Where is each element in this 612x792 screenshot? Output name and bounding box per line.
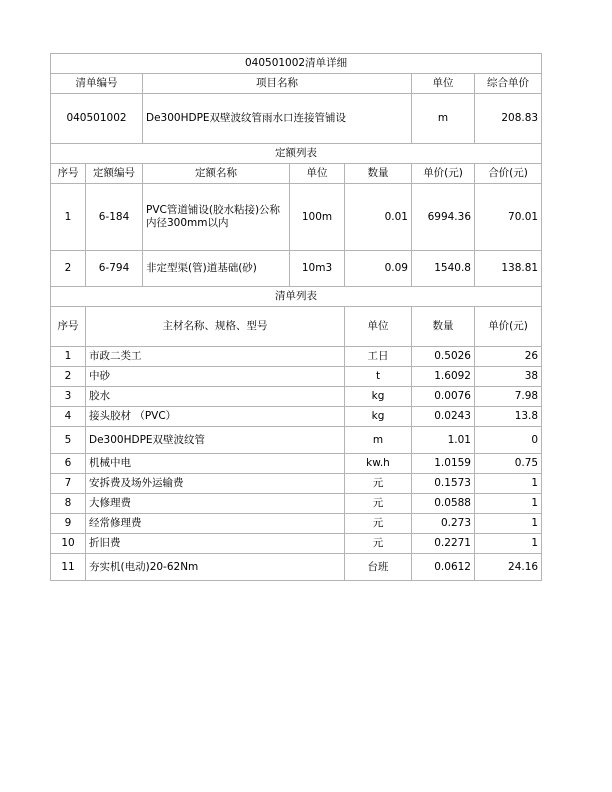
quota-unit: 10m3 [290,251,345,287]
material-section-row [51,287,542,307]
material-name: 胶水 [86,387,345,407]
material-row [51,387,542,407]
quota-qty: 0.01 [345,184,412,251]
material-qty: 0.273 [412,514,475,534]
item-unit-header: 单位 [412,74,475,94]
quota-qty: 0.09 [345,251,412,287]
material-name: 机械中电 [86,454,345,474]
item-name: De300HDPE双壁波纹管雨水口连接管铺设 [143,94,412,144]
material-qty: 1.01 [412,427,475,454]
material-qty: 0.0588 [412,494,475,514]
item-code: 040501002 [51,94,143,144]
material-qty: 0.5026 [412,347,475,367]
material-unit: 元 [345,534,412,554]
quota-name: 非定型渠(管)道基础(砂) [143,251,290,287]
material-row [51,407,542,427]
quota-seq: 1 [51,184,86,251]
quota-qty-header: 数量 [345,164,412,184]
item-code-header: 清单编号 [51,74,143,94]
material-seq: 8 [51,494,86,514]
quota-header-row [51,164,542,184]
material-seq: 9 [51,514,86,534]
material-name: De300HDPE双壁波纹管 [86,427,345,454]
quota-seq: 2 [51,251,86,287]
material-name: 夯实机(电动)20-62Nm [86,554,345,581]
title-row [51,54,542,74]
material-name: 经常修理费 [86,514,345,534]
material-name: 大修理费 [86,494,345,514]
material-name: 接头胶材 （PVC） [86,407,345,427]
material-row [51,554,542,581]
material-unit-price: 0.75 [475,454,542,474]
material-row [51,514,542,534]
material-row [51,454,542,474]
material-unit-price: 24.16 [475,554,542,581]
material-seq-header: 序号 [51,307,86,347]
quota-row [51,184,542,251]
material-name: 市政二类工 [86,347,345,367]
quota-code: 6-184 [86,184,143,251]
material-qty: 0.1573 [412,474,475,494]
material-seq: 6 [51,454,86,474]
material-unit-price: 1 [475,474,542,494]
material-unit: m [345,427,412,454]
quota-code: 6-794 [86,251,143,287]
material-seq: 10 [51,534,86,554]
material-name: 安拆费及场外运输费 [86,474,345,494]
material-unit-price: 7.98 [475,387,542,407]
material-unit: kw.h [345,454,412,474]
quota-row [51,251,542,287]
quota-unit: 100m [290,184,345,251]
quota-seq-header: 序号 [51,164,86,184]
material-unit: 元 [345,514,412,534]
quota-name-header: 定额名称 [143,164,290,184]
table-title: 040501002清单详细 [51,54,542,74]
material-seq: 2 [51,367,86,387]
material-qty: 1.0159 [412,454,475,474]
material-qty: 1.6092 [412,367,475,387]
material-unit: 台班 [345,554,412,581]
quota-section-row [51,144,542,164]
material-qty: 0.0076 [412,387,475,407]
material-unit-price: 1 [475,534,542,554]
item-header-row [51,74,542,94]
material-unit: kg [345,407,412,427]
material-seq: 11 [51,554,86,581]
quota-total: 70.01 [475,184,542,251]
material-seq: 7 [51,474,86,494]
material-unit-price: 1 [475,494,542,514]
material-unit: 工日 [345,347,412,367]
item-price: 208.83 [475,94,542,144]
material-unit: 元 [345,494,412,514]
material-row [51,347,542,367]
material-seq: 1 [51,347,86,367]
material-unit-price-header: 单价(元) [475,307,542,347]
item-price-header: 综合单价 [475,74,542,94]
material-row [51,494,542,514]
material-qty-header: 数量 [412,307,475,347]
quota-total-header: 合价(元) [475,164,542,184]
quota-total: 138.81 [475,251,542,287]
material-section-title: 清单列表 [51,287,542,307]
quota-unit-price: 1540.8 [412,251,475,287]
material-unit: kg [345,387,412,407]
quota-unit-header: 单位 [290,164,345,184]
material-seq: 5 [51,427,86,454]
material-seq: 3 [51,387,86,407]
item-name-header: 项目名称 [143,74,412,94]
material-qty: 0.0243 [412,407,475,427]
material-unit-header: 单位 [345,307,412,347]
quota-unit-price: 6994.36 [412,184,475,251]
material-unit-price: 0 [475,427,542,454]
material-qty: 0.0612 [412,554,475,581]
material-unit-price: 1 [475,514,542,534]
material-unit: 元 [345,474,412,494]
material-unit-price: 13.8 [475,407,542,427]
material-unit-price: 38 [475,367,542,387]
item-row [51,94,542,144]
quota-section-title: 定额列表 [51,144,542,164]
material-name: 折旧费 [86,534,345,554]
quota-code-header: 定额编号 [86,164,143,184]
material-header-row [51,307,542,347]
material-row [51,534,542,554]
material-row [51,474,542,494]
material-seq: 4 [51,407,86,427]
bill-detail-table [50,53,542,581]
item-unit: m [412,94,475,144]
material-name: 中砂 [86,367,345,387]
quota-name: PVC管道铺设(胶水粘接)公称内径300mm以内 [143,184,290,251]
material-row [51,427,542,454]
material-unit: t [345,367,412,387]
material-name-header: 主材名称、规格、型号 [86,307,345,347]
material-qty: 0.2271 [412,534,475,554]
quota-unit-price-header: 单价(元) [412,164,475,184]
material-row [51,367,542,387]
material-unit-price: 26 [475,347,542,367]
